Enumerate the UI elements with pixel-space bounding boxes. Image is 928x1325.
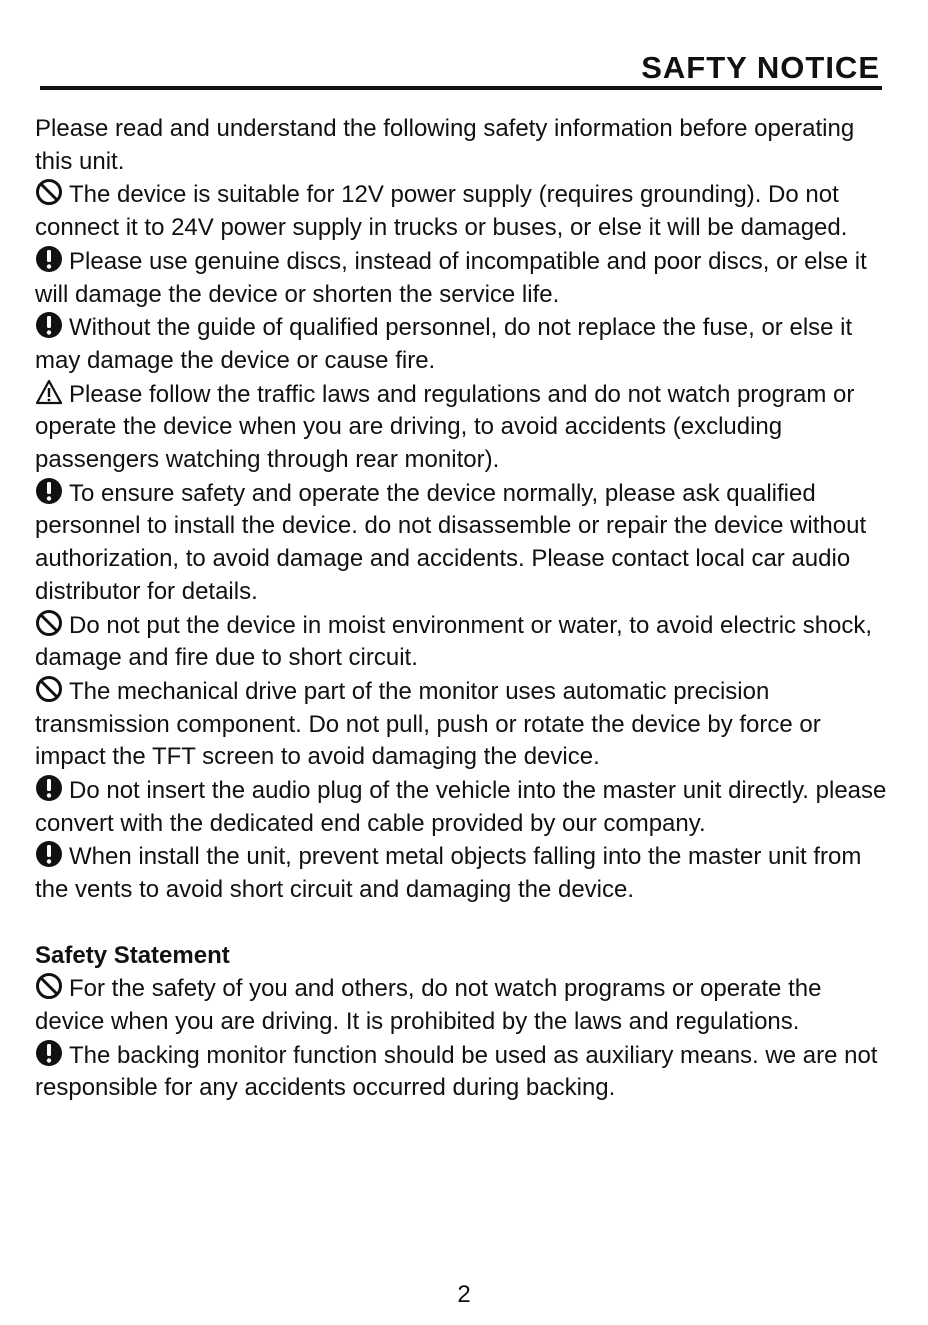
statement-text: For the safety of you and others, do not watch programs or operate the device when you are driving. It is prohibited by the laws and regulations. bbox=[35, 975, 822, 1035]
notice-text: When install the unit, prevent metal objects falling into the master unit from the vents to avoid short circuit and damaging the device. bbox=[35, 843, 862, 904]
statement-item bbox=[35, 972, 890, 1038]
exclamation-icon bbox=[35, 774, 63, 802]
notice-item bbox=[35, 178, 890, 244]
exclamation-icon bbox=[35, 840, 63, 868]
warning-triangle-icon bbox=[35, 378, 63, 406]
page-title: SAFTY NOTICE bbox=[641, 50, 880, 85]
notice-item bbox=[35, 675, 890, 774]
notice-item bbox=[35, 774, 890, 840]
exclamation-icon bbox=[35, 477, 63, 505]
notice-item bbox=[35, 477, 890, 609]
header-divider bbox=[40, 86, 882, 90]
page-number: 2 bbox=[457, 1281, 471, 1308]
prohibited-icon bbox=[35, 178, 63, 206]
notice-item bbox=[35, 609, 890, 675]
section-spacer bbox=[35, 907, 890, 940]
notice-text: Without the guide of qualified personnel, do not replace the fuse, or else it may damage the device or cause fire. bbox=[35, 314, 853, 374]
notice-item bbox=[35, 840, 890, 906]
notice-text: To ensure safety and operate the device normally, please ask qualified personnel to install the device. do not disassemble or repair the device without authorization, to avoid damage and accidents. Please contact local car audio distributor for details. bbox=[35, 479, 867, 605]
notice-item bbox=[35, 311, 890, 377]
exclamation-icon bbox=[35, 1039, 63, 1067]
prohibited-icon bbox=[35, 675, 63, 703]
safety-statement-heading: Safety Statement bbox=[35, 941, 230, 969]
notice-text: The mechanical drive part of the monitor uses automatic precision transmission component. Do not pull, push or rotate the device by force or impact the TFT screen to avoid damaging the device. bbox=[35, 677, 821, 771]
notice-item bbox=[35, 378, 890, 477]
notice-text: Do not put the device in moist environment or water, to avoid electric shock, damage and fire due to short circuit. bbox=[35, 611, 873, 672]
statement-text: The backing monitor function should be used as auxiliary means. we are not responsible for any accidents occurred during backing. bbox=[35, 1041, 878, 1102]
prohibited-icon bbox=[35, 972, 63, 1000]
exclamation-icon bbox=[35, 311, 63, 339]
notice-text: Do not insert the audio plug of the vehicle into the master unit directly. please convert with the dedicated end cable provided by our company. bbox=[35, 777, 887, 837]
notice-text: The device is suitable for 12V power supply (requires grounding). Do not connect it to 24V power supply in trucks or buses, or else it will be damaged. bbox=[35, 181, 848, 242]
statement-item bbox=[35, 1039, 890, 1105]
notice-text: Please follow the traffic laws and regulations and do not watch program or operate the device when you are driving, to avoid accidents (excluding passengers watching through rear monitor). bbox=[35, 380, 855, 474]
notice-item bbox=[35, 245, 890, 311]
intro-text: Please read and understand the following safety information before operating this unit. bbox=[35, 115, 855, 175]
exclamation-icon bbox=[35, 245, 63, 273]
notice-text: Please use genuine discs, instead of incompatible and poor discs, or else it will damage the device or shorten the service life. bbox=[35, 247, 867, 308]
prohibited-icon bbox=[35, 609, 63, 637]
notice-content bbox=[35, 113, 890, 1105]
